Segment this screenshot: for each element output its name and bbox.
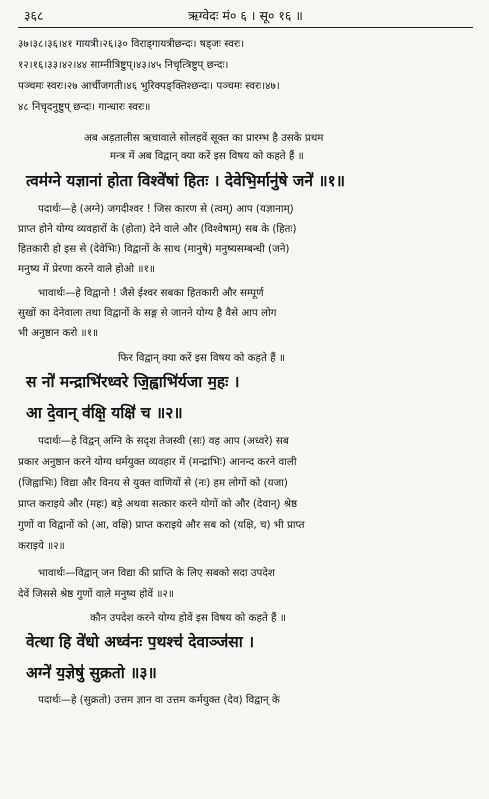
word-meaning-line: हितकारी हो इस से (देवेभिः) विद्वानों के साथ (मानुषे) मनुष्यसम्बन्धी (जने) [18,243,290,255]
metre-line: ३७।३८।३६।४१ गायत्री।२६।३० विराड्गायत्रीछन्दः। षड्जः स्वरः। [18,38,245,50]
intro-line: मन्त्र में अब विद्वान् क्या करें इस विषय को कहते हैं ॥ [110,150,304,162]
header-rule [18,27,473,28]
purport-line: भी अनुष्ठान करो ॥१॥ [18,327,99,339]
purport-line: भावार्थः—हे विद्वानो ! जैसे ईश्वर सबका हितकारी और सम्पूर्ण [38,287,264,299]
metre-line: १२।१६।३३।४२।४४ साम्नीत्रिष्टुप्।४३।४५ निचृत्त्रिष्टुप् छन्दः। [18,59,229,71]
word-meaning-line: मनुष्य में प्रेरणा करने वाले होओ ॥१॥ [18,263,156,275]
metre-line: ४८ निचृदनुष्टुप् छन्दः। गान्धारः स्वरः॥ [18,101,151,113]
word-meaning-line: पदार्थः—हे (सुक्रतो) उत्तम ज्ञान वा उत्तम कर्मयुक्त (देव) विद्वान् के [38,694,280,706]
word-meaning-line: कराइये ॥२॥ [18,540,65,552]
intro-line: फिर विद्वान् क्या करें इस विषय को कहते हैं ॥ [118,352,286,364]
purport-line: भावार्थः—विद्वान् जन विद्या की प्राप्ति के लिए सबको सदा उपदेश [38,567,275,579]
word-meaning-line: प्रकार अनुष्ठान करने योग्य धर्मयुक्त व्यवहार में (मन्द्राभिः) आनन्द करने वाली [18,456,297,468]
word-meaning-line: प्राप्त होने योग्य व्यवहारों के (होता) देने वाले और (विश्वेषाम्) सब के (हितः) [18,223,297,235]
mantra-verse: वेत्था हि वे॑धो अध्व॑नः प॒थश्च॑ देवाञ्ज॑सा । [26,633,255,651]
mantra-verse: त्वम॑ग्ने यज्ञानां होता विश्वे॑षां हितः । देवेभि॒र्मानु॑षे जने॑ ॥१॥ [26,172,346,190]
mantra-verse: अग्ने॑ य॒ज्ञेषु॑ सुक्रतो ॥३॥ [26,664,157,682]
metre-line: पञ्चमः स्वरः।२७ आर्चीजगती।४६ भुरिक्पङ्क्तिश्छन्दः। पञ्चमः स्वरः।४७। [18,80,280,92]
word-meaning-line: गुणों वा विद्वानों को (आ, वक्षि) प्राप्त कराइये और सब को (यक्षि, च) भी प्राप्त [18,519,305,531]
mantra-verse: आ दे॒वान् व॑क्षि॒ यक्षि॑ च ॥२॥ [26,404,183,422]
word-meaning-line: पदार्थः—हे विद्वन् अग्नि के सदृश तेजस्वी (सः) वह आप (अध्वरे) सब [38,435,289,447]
page-number: ३६८ [24,8,44,23]
page-header [18,6,473,26]
purport-line: सुखों का देनेवाला तथा विद्वानों के सङ्ग से जानने योग्य है वैसे आप लोग [18,307,277,319]
word-meaning-line: प्राप्त कराइये और (महः) बड़े अथवा सत्कार करने योगों को और (देवान्) श्रेष्ठ [18,498,298,510]
word-meaning-line: पदार्थः—हे (अग्ने) जगदीश्वर ! जिस कारण से (त्वम्) आप (यज्ञानाम्) [38,203,294,215]
mantra-verse: स नो॑ मन्द्राभि॑रध्वरे जि॒ह्वाभि॑र्यजा म॒हः । [26,373,240,391]
purport-line: देवें जिससे श्रेष्ठ गुणों वाले मनुष्य होवें ॥२॥ [18,588,175,600]
intro-line: अब अड़तालीस ऋचावाले सोलहवें सूक्त का प्रारम्भ है उसके प्रथम [84,132,324,144]
running-title: ऋग्वेदः मं० ६ । सू० १६ ॥ [188,8,303,23]
word-meaning-line: (जिह्वाभिः) विद्या और विनय से युक्त वाणियों से (नः) हम लोगों को (यजा) [18,477,288,489]
intro-line: कौन उपदेश करने योग्य होवें इस विषय को कहते हैं ॥ [90,612,286,624]
